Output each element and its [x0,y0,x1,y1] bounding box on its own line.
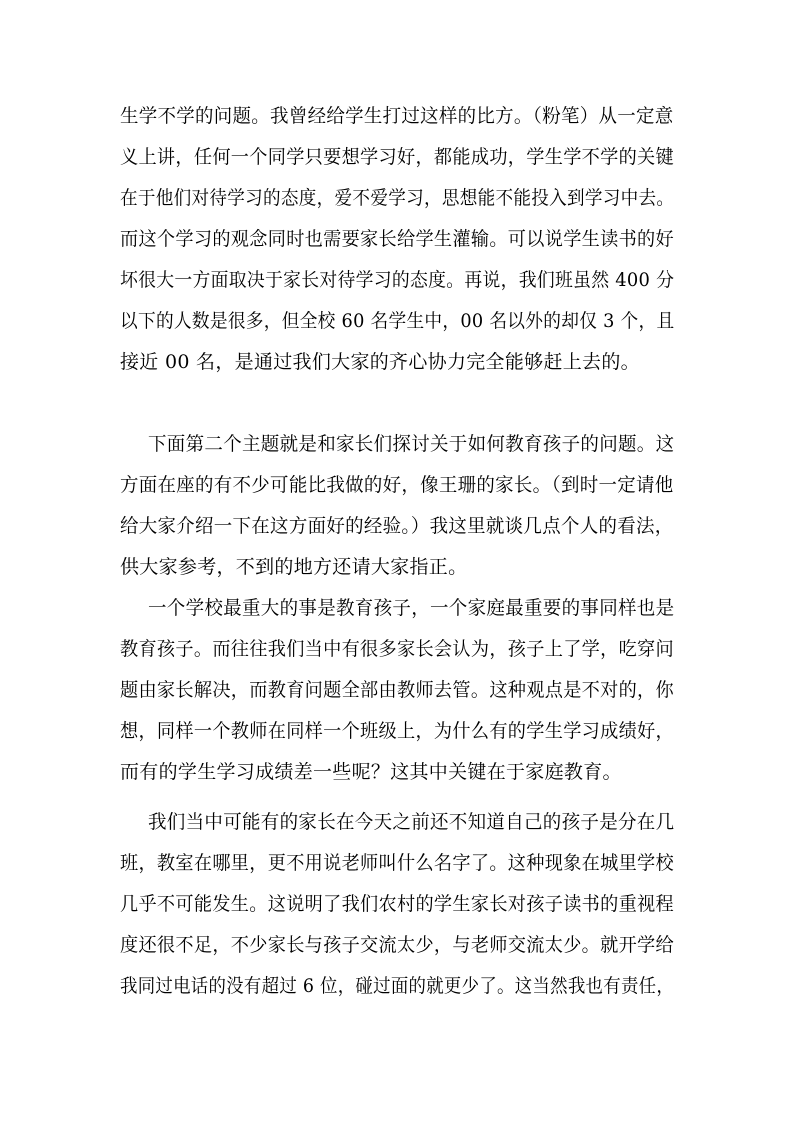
paragraph-1-line-3: 在于他们对待学习的态度，爱不爱学习，思想能不能投入到学习中去。 [120,187,675,209]
paragraph-2-line-4: 供大家参考，不到的地方还请大家指正。 [120,556,468,578]
paragraph-2-line-1: 下面第二个主题就是和家长们探讨关于如何教育孩子的问题。这 [148,433,675,455]
paragraph-1-line-7: 接近 00 名，是通过我们大家的齐心协力完全能够赶上去的。 [120,351,640,373]
paragraph-3-line-3: 题由家长解决，而教育问题全部由教师去管。这种观点是不对的，你 [120,679,675,701]
paragraph-1-line-4: 而这个学习的观念同时也需要家长给学生灌输。可以说学生读书的好 [120,228,675,250]
paragraph-1-line-1: 生学不学的问题。我曾经给学生打过这样的比方。（粉笔）从一定意 [120,105,674,127]
paragraph-4-line-2: 班，教室在哪里，更不用说老师叫什么名字了。这种现象在城里学校 [120,852,675,874]
paragraph-4-line-1: 我们当中可能有的家长在今天之前还不知道自己的孩子是分在几 [148,811,675,833]
paragraph-4-line-3: 几乎不可能发生。这说明了我们农村的学生家长对孩子读书的重视程 [120,893,675,915]
paragraph-4-line-4: 度还很不足，不少家长与孩子交流太少，与老师交流太少。就开学给 [120,934,675,956]
paragraph-3-line-4: 想，同样一个教师在同样一个班级上，为什么有的学生学习成绩好， [120,720,675,742]
paragraph-4-line-5: 我同过电话的没有超过 6 位，碰过面的就更少了。这当然我也有责任， [120,975,675,997]
paragraph-2-line-2: 方面在座的有不少可能比我做的好，像王珊的家长。（到时一定请他 [120,474,674,496]
paragraph-1-line-2: 义上讲，任何一个同学只要想学习好，都能成功，学生学不学的关键 [120,146,675,168]
paragraph-3-line-1: 一个学校最重大的事是教育孩子，一个家庭最重要的事同样也是 [148,597,675,619]
paragraph-3-line-5: 而有的学生学习成绩差一些呢？这其中关键在于家庭教育。 [120,761,622,783]
paragraph-1-line-5: 坏很大一方面取决于家长对待学习的态度。再说，我们班虽然 400 分 [120,269,675,291]
paragraph-1-line-6: 以下的人数是很多，但全校 60 名学生中，00 名以外的却仅 3 个，且 [120,310,675,332]
paragraph-2-line-3: 给大家介绍一下在这方面好的经验。）我这里就谈几点个人的看法， [120,515,674,537]
paragraph-3-line-2: 教育孩子。而往往我们当中有很多家长会认为，孩子上了学，吃穿问 [120,638,675,660]
